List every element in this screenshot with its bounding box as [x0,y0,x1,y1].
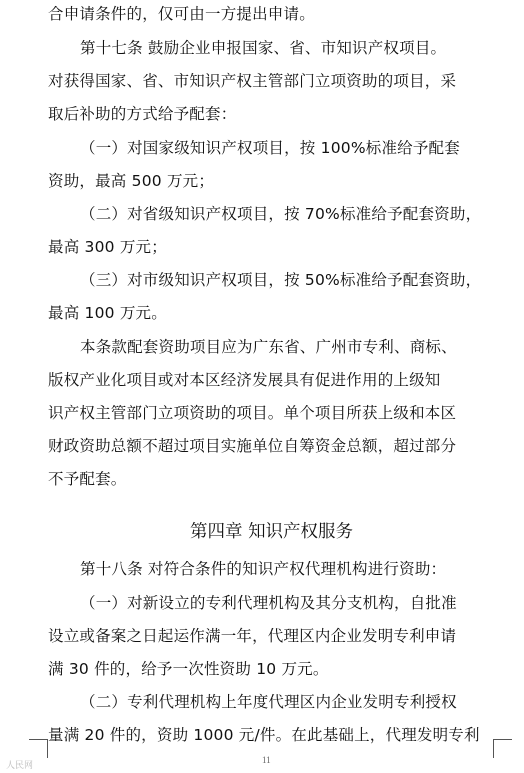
watermark: 人民网 [6,760,34,770]
crop-mark-left [29,739,48,758]
crop-mark-right [493,739,512,758]
text-line: 不予配套。 [48,470,127,488]
page-number: 11 [262,755,271,765]
text-line: 满 30 件的，给予一次性资助 10 万元。 [48,660,329,678]
text-line: 设立或备案之日起运作满一年，代理区内企业发明专利申请 [48,627,457,645]
text-line: （二）专利代理机构上年度代理区内企业发明专利授权 [80,693,457,711]
text-line: 第十八条 对符合条件的知识产权代理机构进行资助： [80,560,447,578]
text-line: 版权产业化项目或对本区经济发展具有促进作用的上级知 [48,371,441,389]
text-line: （三）对市级知识产权项目，按 50%标准给予配套资助， [80,271,482,289]
chapter-heading: 第四章 知识产权服务 [190,522,354,542]
text-line: 合申请条件的，仅可由一方提出申请。 [48,5,315,23]
text-line: 识产权主管部门立项资助的项目。单个项目所获上级和本区 [48,404,457,422]
text-line: （一）对国家级知识产权项目，按 100%标准给予配套 [80,139,460,157]
text-line: （二）对省级知识产权项目，按 70%标准给予配套资助， [80,205,482,223]
text-line: 取后补助的方式给予配套： [48,105,237,123]
text-line: 最高 100 万元。 [48,304,167,322]
text-line: 最高 300 万元； [48,238,167,256]
text-line: 第十七条 鼓励企业申报国家、省、市知识产权项目。 [80,39,447,57]
text-line: 资助，最高 500 万元； [48,172,215,190]
text-line: 财政资助总额不超过项目实施单位自筹资金总额，超过部分 [48,437,457,455]
text-line: 本条款配套资助项目应为广东省、广州市专利、商标、 [80,338,457,356]
text-line: （一）对新设立的专利代理机构及其分支机构，自批准 [80,594,457,612]
text-line: 对获得国家、省、市知识产权主管部门立项资助的项目，采 [48,72,457,90]
text-line: 量满 20 件的，资助 1000 元/件。在此基础上，代理发明专利 [48,726,480,744]
